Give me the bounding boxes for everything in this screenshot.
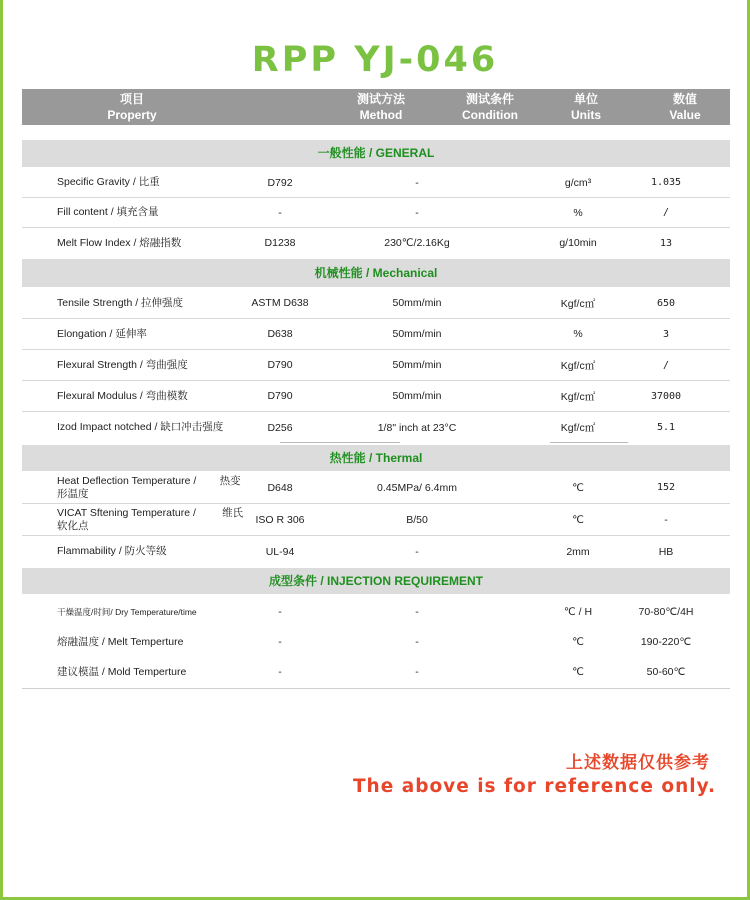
units-cell: % — [573, 206, 583, 219]
table-row — [22, 228, 730, 258]
page-title: RPP YJ-046 — [251, 40, 499, 80]
condition-cell: - — [415, 666, 419, 678]
header-value-en: Value — [669, 108, 701, 122]
table-row — [22, 288, 730, 319]
method-cell: D790 — [267, 390, 293, 402]
table-row — [22, 168, 730, 198]
method-cell: ASTM D638 — [251, 297, 309, 309]
method-cell: D792 — [267, 176, 293, 189]
value-cell: - — [664, 513, 668, 526]
property-cell: Flammability / 防火等级 — [57, 545, 167, 557]
condition-cell: 50mm/min — [392, 359, 442, 371]
units-cell: Kgf/c㎡ — [560, 422, 596, 434]
header-property — [22, 91, 242, 123]
condition-cell: - — [415, 636, 419, 648]
units-cell: Kgf/c㎡ — [560, 390, 596, 403]
property-cell: Fill content / 填充含量 — [57, 206, 159, 218]
units-cell: g/cm³ — [564, 176, 592, 189]
property-cell: Specific Gravity / 比重 — [57, 176, 160, 188]
header-method-en: Method — [359, 108, 403, 122]
method-cell: - — [278, 666, 282, 678]
section-injection: 成型条件 / INJECTION REQUIREMENT — [22, 568, 730, 594]
table-row — [22, 627, 730, 657]
condition-cell: - — [415, 545, 419, 558]
table-row — [22, 319, 730, 350]
method-cell: - — [278, 636, 282, 648]
method-cell: - — [278, 206, 282, 219]
header-value — [621, 91, 749, 123]
table-row — [22, 412, 730, 443]
value-cell: / — [662, 207, 670, 218]
condition-cell: B/50 — [406, 513, 428, 526]
condition-cell: - — [415, 606, 419, 618]
units-cell: % — [573, 328, 583, 340]
units-cell: g/10min — [559, 237, 597, 249]
condition-cell: 1/8" inch at 23°C — [377, 421, 457, 434]
units-cell: ℃ / H — [563, 606, 593, 618]
value-cell: 650 — [656, 297, 676, 309]
units-cell: 2mm — [566, 545, 590, 558]
table-row — [22, 657, 730, 687]
property-cell: 熔融温度 / Melt Temperture — [57, 635, 184, 648]
table-row — [22, 536, 730, 567]
condition-cell: 50mm/min — [392, 390, 442, 402]
header-method-cn: 测试方法 — [356, 92, 405, 106]
property-line: 软化点 — [57, 519, 89, 532]
divider — [280, 442, 400, 443]
divider — [550, 442, 628, 443]
property-cell: Izod Impact notched / 缺口冲击强度 — [57, 421, 224, 433]
header-condition-cn: 测试条件 — [465, 92, 514, 106]
property-cell: Flexural Strength / 弯曲强度 — [57, 358, 188, 371]
property-line: Heat Deflection Temperature / 热变 — [57, 474, 241, 487]
value-cell: 50-60℃ — [646, 666, 686, 678]
table-row — [22, 504, 730, 536]
table-row — [22, 381, 730, 412]
units-cell: ℃ — [572, 481, 584, 494]
header-units — [552, 91, 620, 123]
method-cell: ISO R 306 — [255, 513, 305, 526]
condition-cell: 50mm/min — [392, 297, 442, 309]
section-general: 一般性能 / GENERAL — [22, 140, 730, 167]
property-cell: Melt Flow Index / 熔融指数 — [57, 236, 182, 249]
header-condition-en: Condition — [462, 108, 518, 122]
units-cell: Kgf/c㎡ — [560, 297, 596, 310]
units-cell: ℃ — [572, 666, 584, 678]
reference-note-cn: 上述数据仅供参考 — [566, 753, 710, 773]
property-cell: 建议模温 / Mold Temperture — [57, 665, 187, 678]
condition-cell: 50mm/min — [392, 328, 442, 340]
table-row — [22, 198, 730, 228]
header-condition — [403, 91, 577, 123]
method-cell: UL-94 — [265, 545, 295, 558]
method-cell: D790 — [267, 359, 293, 371]
value-cell: 37000 — [650, 390, 682, 402]
table-row — [22, 350, 730, 381]
value-cell: HB — [658, 545, 674, 558]
header-units-en: Units — [571, 108, 601, 122]
condition-cell: - — [415, 176, 419, 189]
header-property-cn: 项目 — [119, 92, 144, 106]
units-cell: ℃ — [572, 636, 584, 648]
value-cell: 1.035 — [650, 177, 682, 188]
value-cell: 13 — [659, 237, 673, 249]
method-cell: D1238 — [264, 237, 296, 249]
value-cell: 70-80℃/4H — [638, 606, 694, 618]
condition-cell: - — [415, 206, 419, 219]
property-cell: Elongation / 延伸率 — [57, 327, 147, 340]
table-row — [22, 597, 730, 627]
method-cell: D256 — [267, 421, 293, 434]
method-cell: D648 — [267, 481, 293, 494]
property-line: VICAT Sftening Temperature / 维氏 — [57, 506, 244, 519]
value-cell: 5.1 — [656, 422, 676, 433]
value-cell: / — [662, 359, 670, 371]
units-cell: Kgf/c㎡ — [560, 359, 596, 372]
property-line: 形温度 — [57, 487, 89, 500]
header-units-cn: 单位 — [573, 92, 598, 106]
header-property-en: Property — [107, 108, 157, 122]
property-cell: Tensile Strength / 拉伸强度 — [57, 296, 184, 309]
header-value-cn: 数值 — [672, 92, 697, 106]
reference-note-en: The above is for reference only. — [352, 776, 716, 797]
condition-cell: 230℃/2.16Kg — [384, 237, 450, 249]
property-cell: Flexural Modulus / 弯曲模数 — [57, 389, 188, 402]
method-cell: - — [278, 606, 282, 618]
value-cell: 190-220℃ — [640, 636, 692, 648]
section-thermal: 热性能 / Thermal — [22, 445, 730, 471]
value-cell: 152 — [656, 482, 676, 493]
table-row — [22, 472, 730, 504]
table-bottom-line — [22, 688, 730, 689]
value-cell: 3 — [662, 328, 670, 340]
method-cell: D638 — [267, 328, 293, 340]
units-cell: ℃ — [572, 513, 584, 526]
property-cell: 干燥温度/时间/ Dry Temperature/time — [57, 606, 197, 617]
condition-cell: 0.45MPa/ 6.4mm — [377, 481, 457, 494]
table-header — [22, 89, 730, 125]
section-mechanical: 机械性能 / Mechanical — [22, 259, 730, 287]
